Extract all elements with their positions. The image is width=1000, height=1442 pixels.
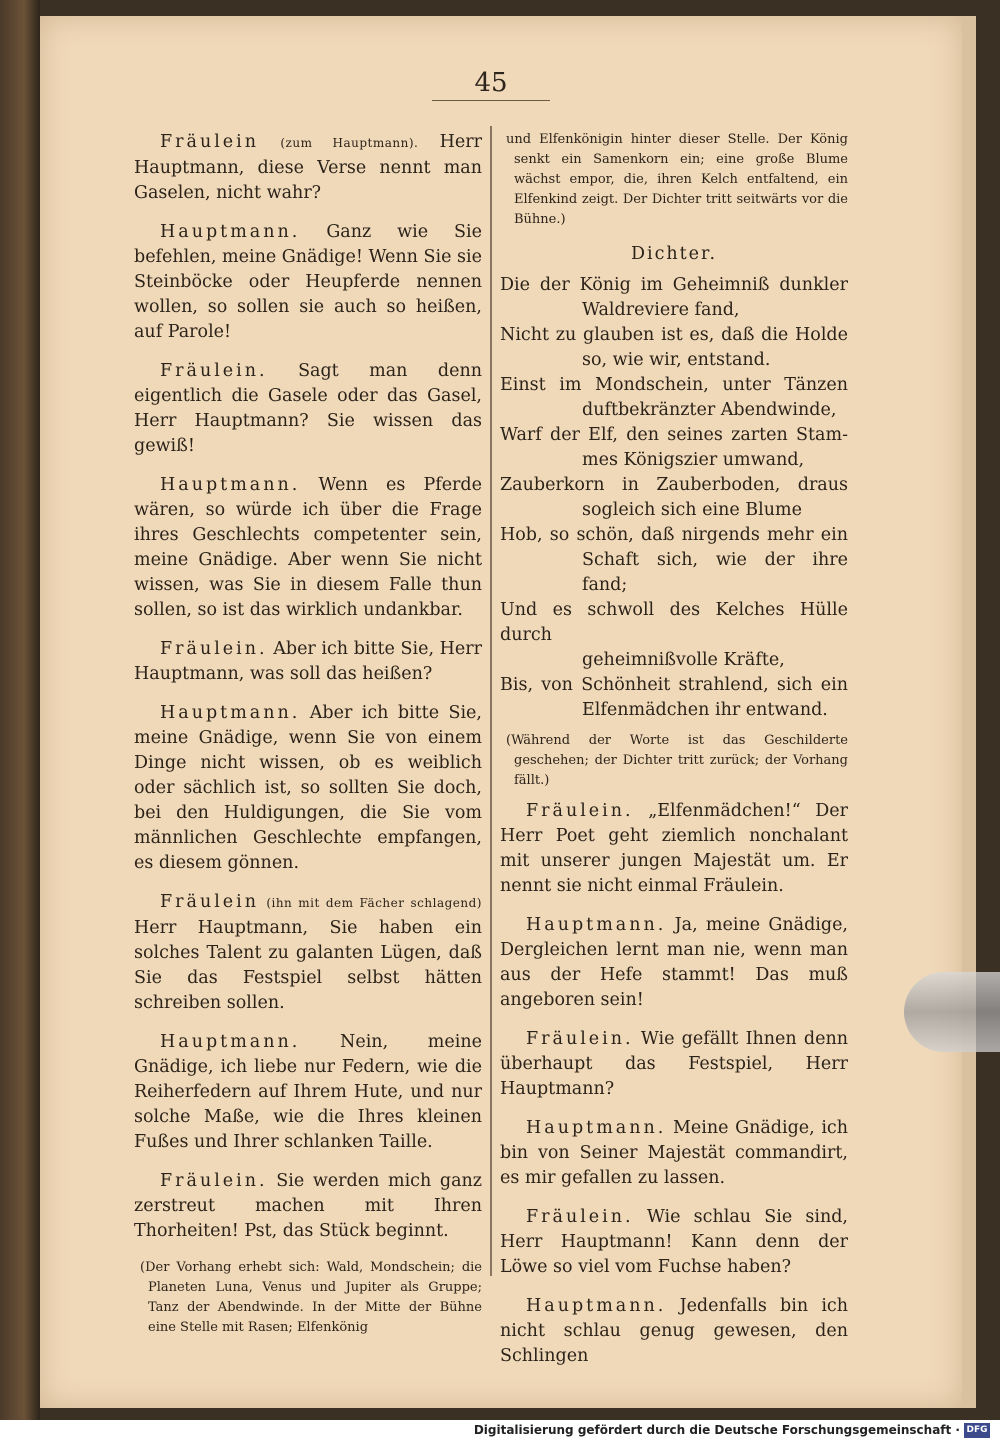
dialogue-paragraph: [134, 890, 482, 1016]
dialogue-text: Ganz wie Sie befehlen, meine Gnädige! Wenn Sie sie Steinböcke oder Heupferde nennen wollen, so sollen sie auch so heißen, auf Parole!: [134, 222, 482, 342]
verse-line: Schaft sich, wie der ihre fand;: [582, 550, 848, 595]
verse-line: Bis, von Schönheit strahlend, sich ein: [500, 675, 848, 695]
verse-line: geheimnißvolle Kräfte,: [582, 650, 785, 670]
page-fore-edge: [962, 16, 976, 1408]
stage-direction-inline: (zum Hauptmann).: [280, 136, 419, 150]
verse-block: [500, 273, 848, 723]
funding-credit: Digitalisierung gefördert durch die Deutsche Forschungsgemeinschaft ·: [473, 1423, 960, 1437]
verse-line: Die der König im Geheimniß dunkler: [500, 275, 848, 295]
stage-direction: (Der Vorhang erhebt sich: Wald, Mondschein; die Planeten Luna, Venus und Jupiter als Gruppe; Tanz der Abendwinde. In der Mitte der Bühne eine Stelle mit Rasen; Elfenkönig: [140, 1260, 482, 1335]
speaker-name: Fräulein: [160, 892, 260, 912]
footer-bar: [0, 1420, 1000, 1442]
speaker-name: Hauptmann.: [526, 915, 667, 935]
dialogue-text: Wie gefällt Ihnen denn überhaupt das Festspiel, Herr Hauptmann?: [500, 1029, 848, 1099]
stage-direction: (Während der Worte ist das Geschilderte geschehen; der Dichter tritt zurück; der Vorhang fällt.): [506, 733, 848, 788]
verse-line: Zauberkorn in Zauberboden, draus: [500, 475, 848, 495]
verse-line: Einst im Mondschein, unter Tänzen: [500, 375, 848, 395]
stage-direction-inline: (ihn mit dem Fächer schlagend): [266, 896, 482, 910]
verse-line: so, wie wir, entstand.: [582, 350, 771, 370]
verse-line: duftbekränzter Abendwinde,: [582, 400, 837, 420]
dialogue-paragraph: [134, 359, 482, 459]
page-number-rule: [432, 100, 550, 101]
speaker-name: Fräulein.: [160, 361, 268, 381]
speaker-heading-dichter: Dichter.: [630, 244, 718, 264]
speaker-name: Hauptmann.: [160, 222, 301, 242]
dialogue-paragraph: [134, 473, 482, 623]
speaker-name: Fräulein: [160, 132, 260, 152]
dialogue-paragraph: [500, 799, 848, 899]
verse-line: Hob, so schön, daß nirgends mehr ein: [500, 525, 848, 545]
dialogue-paragraph: [500, 1294, 848, 1369]
speaker-name: Hauptmann.: [160, 703, 301, 723]
speaker-name: Fräulein.: [526, 1207, 634, 1227]
verse-line: Nicht zu glauben ist es, daß die Holde: [500, 325, 848, 345]
speaker-name: Hauptmann.: [160, 1032, 301, 1052]
dialogue-text: Aber ich bitte Sie, Herr Hauptmann, was soll das heißen?: [134, 639, 482, 684]
verse-line: Warf der Elf, den seines zarten Stam-: [500, 425, 848, 445]
page-number: 45: [474, 68, 508, 98]
speaker-name: Fräulein.: [160, 639, 268, 659]
dialogue-paragraph: [134, 130, 482, 206]
dialogue-text: Nein, meine Gnädige, ich liebe nur Federn, wie die Reiherfedern auf Ihrem Hute, und nur solche Maße, wie die Ihres kleinen Fußes und Ihrer schlanken Taille.: [134, 1032, 482, 1152]
dialogue-paragraph: [134, 701, 482, 876]
dialogue-text: Herr Hauptmann, diese Verse nennt man Gaselen, nicht wahr?: [134, 132, 482, 203]
dialogue-paragraph: [134, 1169, 482, 1244]
dialogue-text: Wie schlau Sie sind, Herr Hauptmann! Kann denn der Löwe so viel vom Fuchse haben?: [500, 1207, 848, 1277]
dialogue-text: Aber ich bitte Sie, meine Gnädige, wenn Sie von einem Dinge nicht wissen, ob es weiblich oder sächlich ist, so sollten Sie doch, bei den Huldigungen, die Sie vom männlichen Geschlechte empfangen, es diesem gönnen.: [134, 703, 482, 873]
speaker-name: Fräulein.: [160, 1171, 268, 1191]
stage-direction: und Elfenkönigin hinter dieser Stelle. Der König senkt ein Samenkorn ein; eine große Blume wächst empor, die, ihren Kelch entfaltend, ein Elfenkind zeigt. Der Dichter tritt seitwärts vor die Bühne.): [506, 132, 848, 227]
dialogue-paragraph: [500, 1027, 848, 1102]
dialogue-text: Sie werden mich ganz zerstreut machen mit Ihren Thorheiten! Pst, das Stück beginnt.: [134, 1171, 482, 1241]
speaker-name: Hauptmann.: [526, 1118, 667, 1138]
dialogue-paragraph: [134, 220, 482, 345]
page-clip: [904, 972, 1000, 1052]
speaker-name: Fräulein.: [526, 801, 634, 821]
dialogue-paragraph: [500, 1116, 848, 1191]
speaker-name: Hauptmann.: [160, 475, 301, 495]
speaker-name: Hauptmann.: [526, 1296, 667, 1316]
verse-line: mes Königszier umwand,: [582, 450, 805, 470]
dialogue-text: Wenn es Pferde wären, so würde ich über die Frage ihres Geschlechts competenter sein, meine Gnädige. Aber wenn Sie nicht wissen, was Sie in diesem Falle thun sollen, so ist das wirklich undankbar.: [134, 475, 482, 620]
dialogue-paragraph: [134, 1030, 482, 1155]
dialogue-text: „Elfenmädchen!“ Der Herr Poet geht ziemlich nonchalant mit unserer jungen Majestät um. Er nennt sie nicht einmal Fräulein.: [500, 801, 848, 896]
verse-line: sogleich sich eine Blume: [582, 500, 802, 520]
dialogue-paragraph: [500, 1205, 848, 1280]
right-column: [500, 130, 848, 1383]
left-column: [134, 130, 482, 1350]
dialogue-text: Jedenfalls bin ich nicht schlau genug gewesen, den Schlingen: [500, 1296, 848, 1366]
column-divider: [490, 126, 492, 1276]
dfg-logo-icon: DFG: [964, 1423, 990, 1438]
dialogue-text: Meine Gnädige, ich bin von Seiner Majestät commandirt, es mir gefallen zu lassen.: [500, 1118, 848, 1188]
dialogue-text: Sagt man denn eigentlich die Gasele oder das Gasel, Herr Hauptmann? Sie wissen das gewiß!: [134, 361, 482, 456]
book-spine: [0, 0, 40, 1420]
speaker-name: Fräulein.: [526, 1029, 634, 1049]
dialogue-text: Ja, meine Gnädige, Dergleichen lernt man nie, wenn man aus der Hefe stammt! Das muß angeboren sein!: [500, 915, 848, 1010]
dialogue-paragraph: [134, 637, 482, 687]
dialogue-text: Herr Hauptmann, Sie haben ein solches Talent zu galanten Lügen, daß Sie das Festspiel selbst hätten schreiben sollen.: [134, 918, 482, 1013]
verse-line: Waldreviere fand,: [582, 300, 740, 320]
verse-line: Elfenmädchen ihr entwand.: [582, 700, 828, 720]
verse-line: Und es schwoll des Kelches Hülle durch: [500, 600, 848, 645]
dialogue-paragraph: [500, 913, 848, 1013]
